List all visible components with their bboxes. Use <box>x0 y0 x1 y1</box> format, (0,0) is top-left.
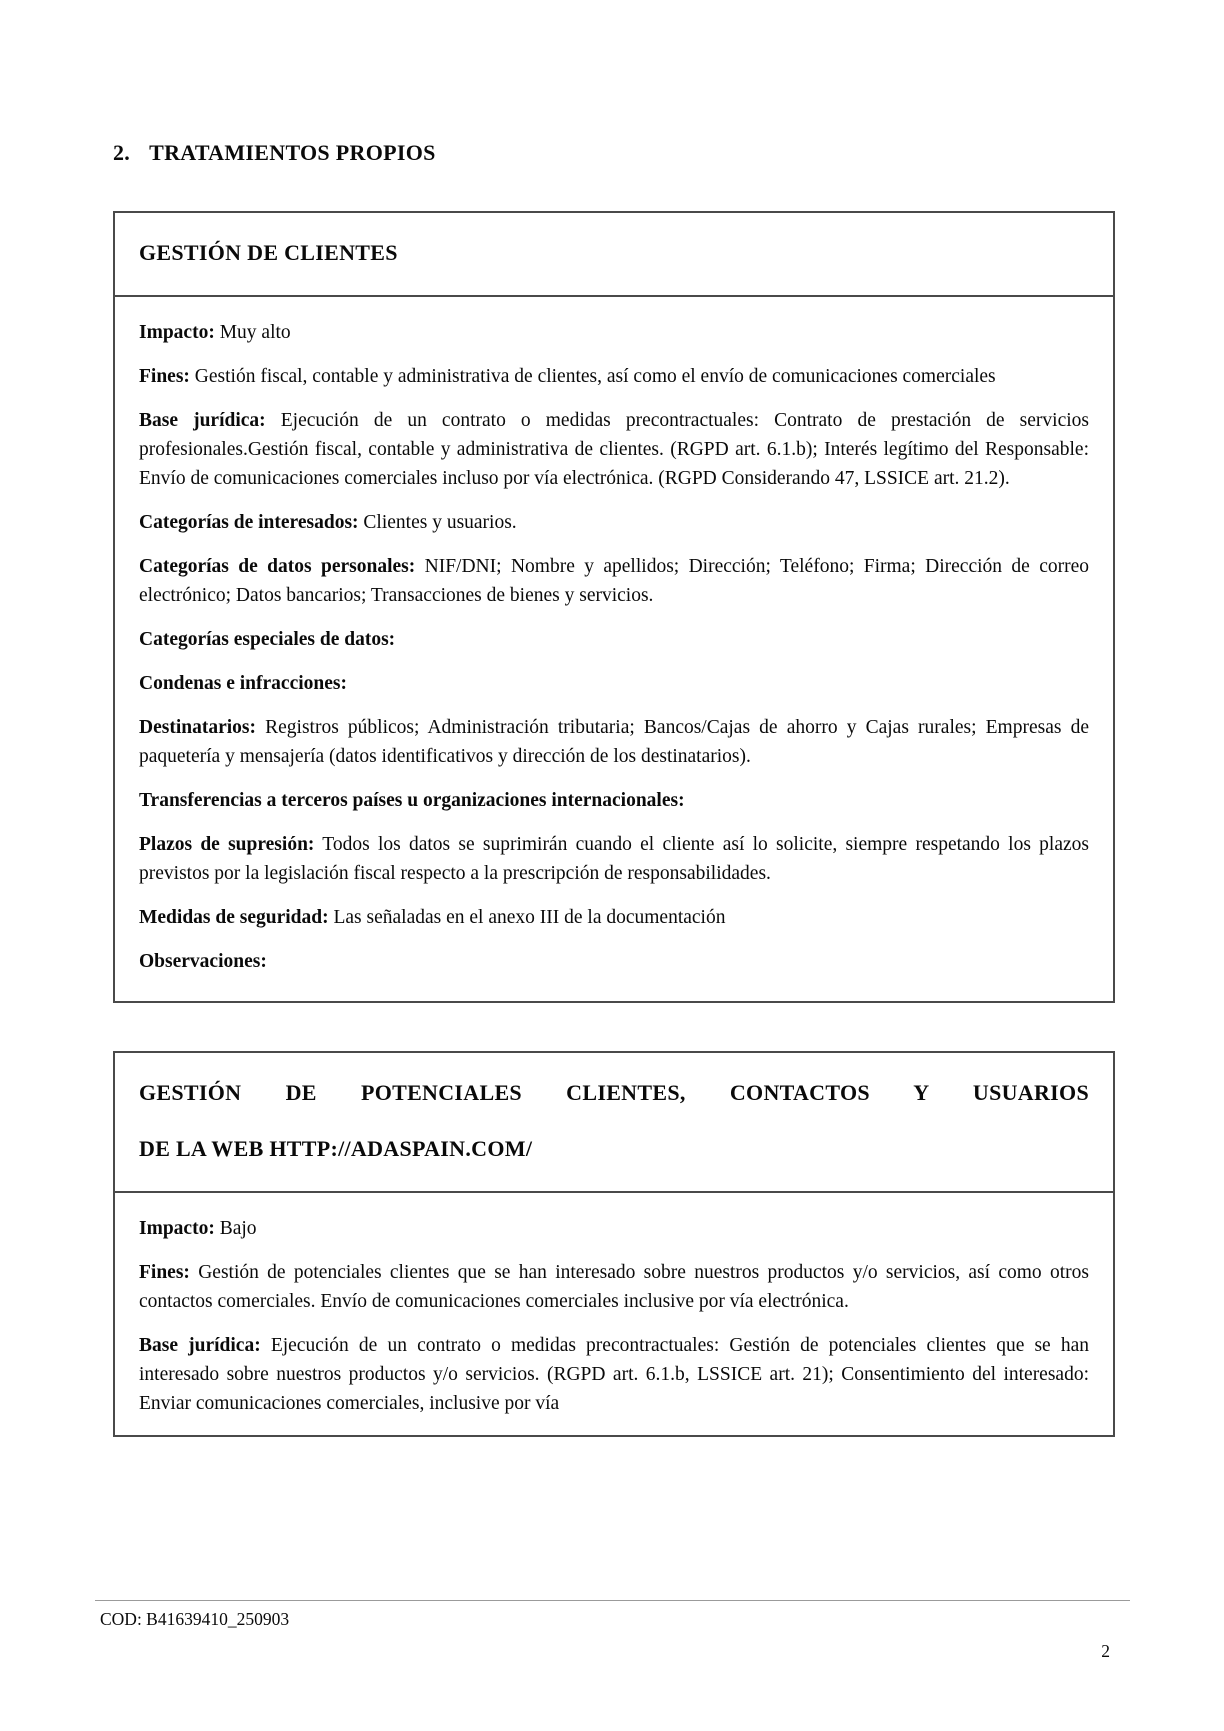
field-row <box>139 903 1089 932</box>
field-value: Registros públicos; Administración tributaria; Bancos/Cajas de ahorro y Cajas rurales; Empresas de paquetería y mensajería (datos identificativos y dirección de los destinatarios). <box>139 717 1089 767</box>
treatment-card-header <box>115 213 1113 297</box>
treatment-card <box>113 211 1115 1003</box>
field-value: Clientes y usuarios. <box>358 512 517 533</box>
field-label: Plazos de supresión: <box>139 834 315 855</box>
field-label: Condenas e infracciones: <box>139 673 347 694</box>
field-label: Medidas de seguridad: <box>139 907 329 928</box>
field-value: Ejecución de un contrato o medidas precontractuales: Gestión de potenciales clientes que se han interesado sobre nuestros productos y/o servicios. (RGPD art. 6.1.b, LSSICE art. 21); Consentimiento del interesado: Enviar comunicaciones comerciales, inclusive por vía <box>139 1335 1089 1414</box>
field-label: Categorías de datos personales: <box>139 556 416 577</box>
field-label: Transferencias a terceros países u organizaciones internacionales: <box>139 790 685 811</box>
treatment-card-header <box>115 1053 1113 1193</box>
field-row <box>139 947 1089 976</box>
footer-document-code: COD: B41639410_250903 <box>100 1609 290 1629</box>
field-label: Observaciones: <box>139 951 267 972</box>
page-number: 2 <box>1101 1641 1110 1661</box>
field-row <box>139 625 1089 654</box>
field-row <box>139 552 1089 610</box>
field-label: Impacto: <box>139 322 215 343</box>
field-label: Base jurídica: <box>139 410 266 431</box>
field-label: Categorías especiales de datos: <box>139 629 396 650</box>
field-value: Gestión de potenciales clientes que se han interesado sobre nuestros productos y/o servicios, así como otros contactos comerciales. Envío de comunicaciones comerciales inclusive por vía electrónica. <box>139 1262 1089 1312</box>
treatment-card-body <box>115 297 1113 1001</box>
field-value: Muy alto <box>214 322 291 343</box>
field-label: Destinatarios: <box>139 717 256 738</box>
treatment-card-title-line: DE LA WEB HTTP://ADASPAIN.COM/ <box>139 1136 533 1161</box>
field-value: Gestión fiscal, contable y administrativa de clientes, así como el envío de comunicaciones comerciales <box>189 366 996 387</box>
field-label: Impacto: <box>139 1218 215 1239</box>
page-title-text: TRATAMIENTOS PROPIOS <box>149 140 436 165</box>
field-row <box>139 1214 1089 1243</box>
field-row <box>139 362 1089 391</box>
field-value: Todos los datos se suprimirán cuando el cliente así lo solicite, siempre respetando los plazos previstos por la legislación fiscal respecto a la prescripción de responsabilidades. <box>139 834 1089 884</box>
field-row <box>139 406 1089 493</box>
footer-divider <box>95 1600 1130 1601</box>
treatment-card <box>113 1051 1115 1437</box>
field-value: Bajo <box>214 1218 257 1239</box>
treatment-card-title-line: GESTIÓN DE CLIENTES <box>139 240 398 265</box>
field-label: Base jurídica: <box>139 1335 261 1356</box>
treatment-card-title-line: GESTIÓN DE POTENCIALES CLIENTES, CONTACTOS Y USUARIOS <box>139 1080 1089 1105</box>
field-row <box>139 713 1089 771</box>
field-label: Fines: <box>139 366 190 387</box>
field-row <box>139 669 1089 698</box>
field-value: NIF/DNI; Nombre y apellidos; Dirección; Teléfono; Firma; Dirección de correo electrónico; Datos bancarios; Transacciones de bienes y servicios. <box>139 556 1089 606</box>
field-value: Ejecución de un contrato o medidas precontractuales: Contrato de prestación de servicios profesionales.Gestión fiscal, contable y administrativa de clientes. (RGPD art. 6.1.b); Interés legítimo del Responsable: Envío de comunicaciones comerciales incluso por vía electrónica. (RGPD Considerando 47, LSSICE art. 21.2). <box>139 410 1089 489</box>
field-row <box>139 1258 1089 1316</box>
page-title-number: 2. <box>113 140 131 165</box>
field-row <box>139 786 1089 815</box>
field-row <box>139 830 1089 888</box>
field-row <box>139 1331 1089 1418</box>
field-row <box>139 508 1089 537</box>
field-value: Las señaladas en el anexo III de la documentación <box>328 907 726 928</box>
treatment-card-body <box>115 1193 1113 1435</box>
field-label: Categorías de interesados: <box>139 512 359 533</box>
field-row <box>139 318 1089 347</box>
page-title <box>113 140 1115 166</box>
field-label: Fines: <box>139 1262 190 1283</box>
